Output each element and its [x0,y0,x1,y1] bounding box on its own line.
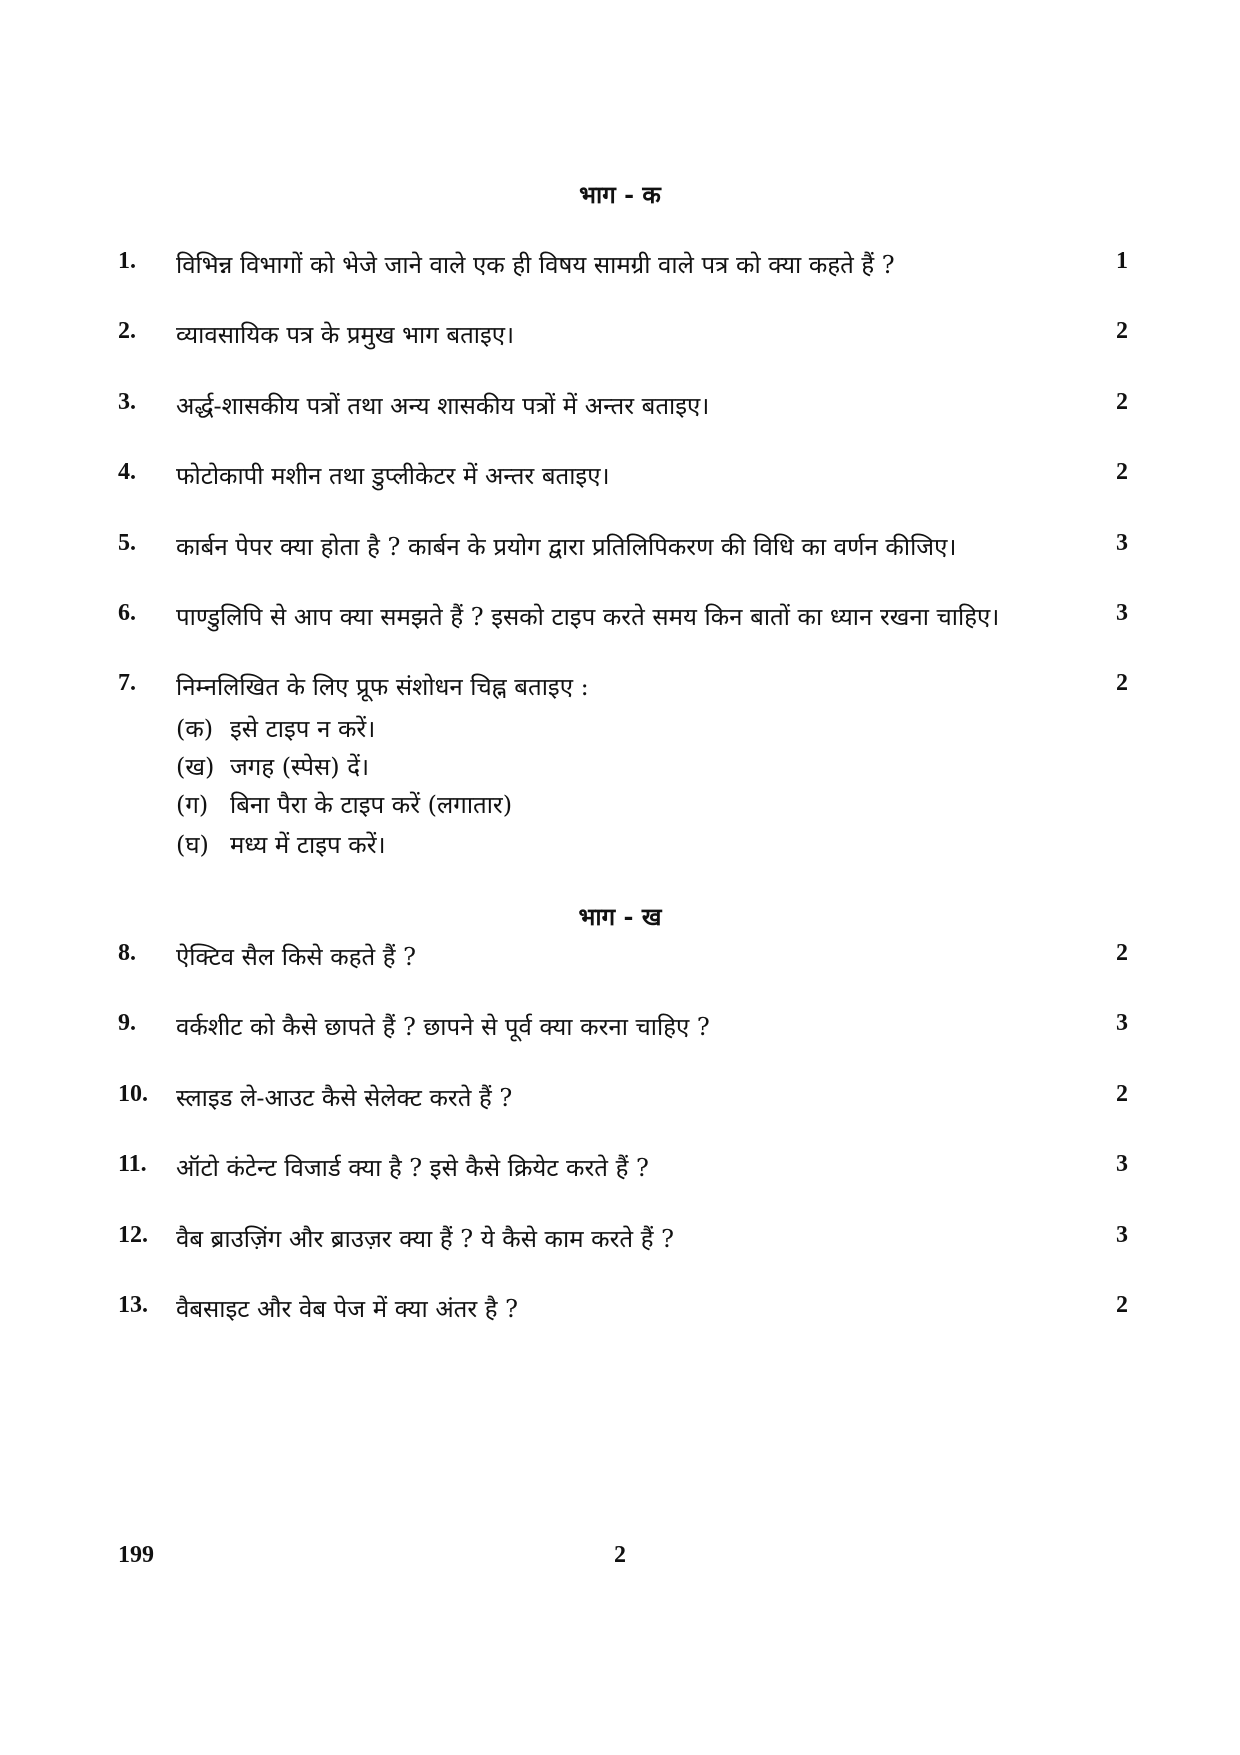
question-text: वैबसाइट और वेब पेज में क्या अंतर है ? [176,1295,519,1323]
question-number: 4. [118,459,136,485]
question-text: स्लाइड ले-आउट कैसे सेलेक्ट करते हैं ? [176,1084,513,1112]
question-12 [118,1222,1128,1262]
question-10 [118,1081,1128,1121]
question-text: ऐक्टिव सैल किसे कहते हैं ? [176,943,416,971]
subitem-text: जगह (स्पेस) दें। [230,753,370,781]
question-marks: 2 [1116,940,1128,966]
page-number: 2 [614,1542,626,1568]
question-text: कार्बन पेपर क्या होता है ? कार्बन के प्रयोग द्वारा प्रतिलिपिकरण की विधि का वर्णन कीजिए। [176,533,957,561]
question-7 [118,670,1128,710]
question-number: 11. [118,1151,147,1177]
question-8 [118,940,1128,980]
question-text: अर्द्ध-शासकीय पत्रों तथा अन्य शासकीय पत्रों में अन्तर बताइए। [176,392,710,420]
question-number: 7. [118,670,136,696]
question-4 [118,459,1128,499]
question-5 [118,530,1128,570]
q7-subitem [176,788,512,821]
question-text: पाण्डुलिपि से आप क्या समझते हैं ? इसको टाइप करते समय किन बातों का ध्यान रखना चाहिए। [176,603,1000,631]
question-text: निम्नलिखित के लिए प्रूफ संशोधन चिह्न बताइए : [176,673,589,701]
question-marks: 2 [1116,670,1128,696]
question-text: विभिन्न विभागों को भेजे जाने वाले एक ही विषय सामग्री वाले पत्र को क्या कहते हैं ? [176,251,895,279]
subitem-label: (घ) [176,831,209,859]
question-number: 9. [118,1010,136,1036]
question-marks: 2 [1116,1292,1128,1318]
question-marks: 3 [1116,1151,1128,1177]
question-number: 1. [118,248,136,274]
section-heading-a: भाग - क [579,180,661,209]
q7-subitem [176,712,375,745]
question-3 [118,389,1128,429]
question-text: वैब ब्राउज़िंग और ब्राउज़र क्या हैं ? ये कैसे काम करते हैं ? [176,1225,674,1253]
question-marks: 2 [1116,389,1128,415]
question-marks: 3 [1116,600,1128,626]
question-marks: 2 [1116,1081,1128,1107]
question-6 [118,600,1128,640]
question-number: 8. [118,940,136,966]
question-13 [118,1292,1128,1332]
question-text: ऑटो कंटेन्ट विजार्ड क्या है ? इसे कैसे क्रियेट करते हैं ? [176,1154,649,1182]
question-marks: 2 [1116,318,1128,344]
question-marks: 3 [1116,1010,1128,1036]
question-text: व्यावसायिक पत्र के प्रमुख भाग बताइए। [176,321,515,349]
paper-code: 199 [118,1542,154,1568]
question-11 [118,1151,1128,1191]
question-marks: 3 [1116,530,1128,556]
section-heading-b: भाग - ख [578,902,662,931]
question-number: 13. [118,1292,148,1318]
subitem-text: बिना पैरा के टाइप करें (लगातार) [230,791,513,819]
question-number: 5. [118,530,136,556]
subitem-label: (ग) [176,791,209,819]
question-text: फोटोकापी मशीन तथा डुप्लीकेटर में अन्तर बताइए। [176,462,610,490]
question-number: 12. [118,1222,148,1248]
question-1 [118,248,1128,288]
subitem-text: मध्य में टाइप करें। [230,831,386,859]
question-number: 3. [118,389,136,415]
question-2 [118,318,1128,358]
question-text: वर्कशीट को कैसे छापते हैं ? छापने से पूर्व क्या करना चाहिए ? [176,1013,710,1041]
question-9 [118,1010,1128,1050]
subitem-text: इसे टाइप न करें। [230,715,376,743]
question-number: 6. [118,600,136,626]
question-number: 2. [118,318,136,344]
question-number: 10. [118,1081,148,1107]
q7-subitem [176,828,386,861]
question-marks: 1 [1116,248,1128,274]
question-marks: 3 [1116,1222,1128,1248]
question-marks: 2 [1116,459,1128,485]
subitem-label: (ख) [176,753,215,781]
subitem-label: (क) [176,715,214,743]
q7-subitem [176,750,369,783]
